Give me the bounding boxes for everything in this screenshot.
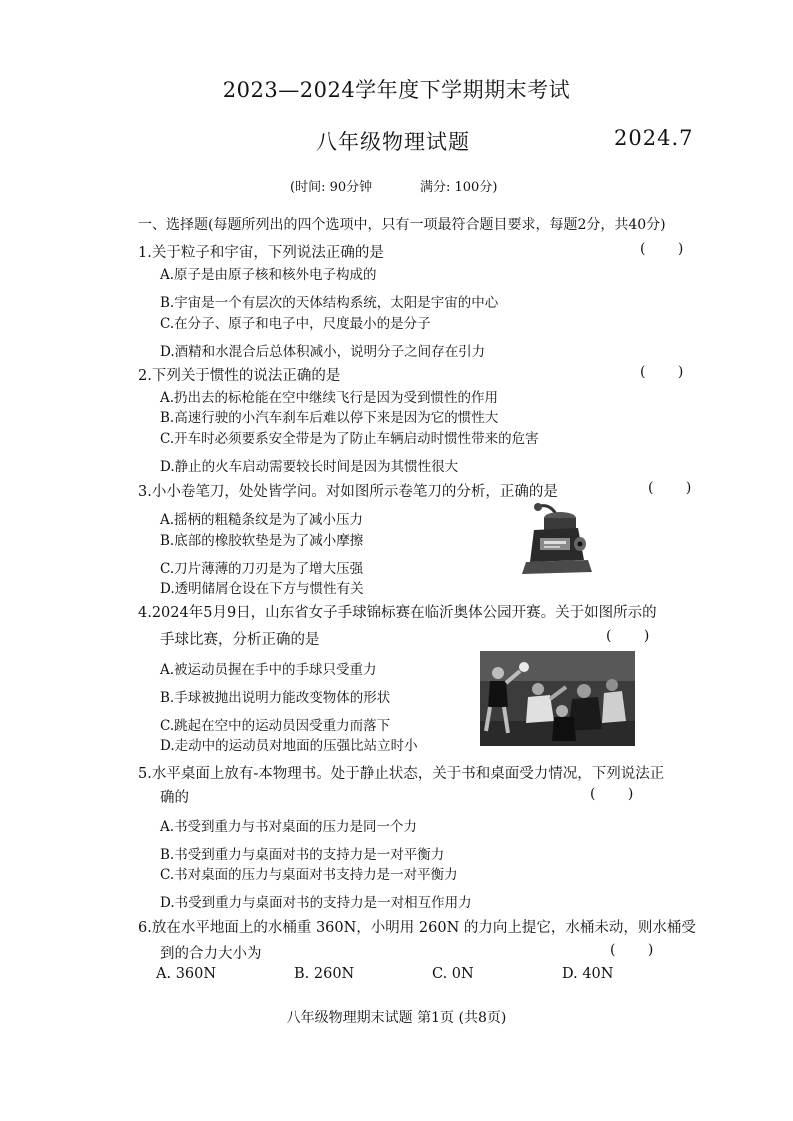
question-6-option-a: A. 360N	[156, 966, 217, 982]
question-4-stem-line-1: 4.2024年5月9日，山东省女子手球锦标赛在临沂奥体公园开赛。关于如图所示的	[138, 605, 657, 621]
question-4-option-c: C.跳起在空中的运动员因受重力而落下	[160, 718, 391, 734]
question-2-stem: 2.下列关于惯性的说法正确的是	[138, 368, 341, 384]
pencil-sharpener-image	[520, 500, 596, 578]
question-1-option-b: B.宇宙是一个有层次的天体结构系统，太阳是宇宙的中心	[160, 295, 499, 311]
question-2-option-b: B.高速行驶的小汽车刹车后难以停下来是因为它的惯性大	[160, 410, 499, 426]
question-5-option-a: A.书受到重力与书对桌面的压力是同一个力	[160, 819, 418, 835]
question-3-option-a: A.摇柄的粗糙条纹是为了减小压力	[160, 512, 364, 528]
question-5-option-c: C.书对桌面的压力与桌面对书支持力是一对平衡力	[160, 867, 458, 883]
exam-title: 2023—2024学年度下学期期末考试	[222, 78, 571, 102]
question-1-option-d: D.酒精和水混合后总体积减小，说明分子之间存在引力	[160, 344, 486, 360]
question-3-option-c: C.刀片薄薄的刀刃是为了增大压强	[160, 561, 364, 577]
question-1-option-c: C.在分子、原子和电子中，尺度最小的是分子	[160, 316, 431, 332]
question-6-option-b: B. 260N	[294, 966, 355, 982]
question-5-answer-blank: ( )	[590, 786, 648, 802]
question-6-stem-line-2: 到的合力大小为	[160, 946, 262, 962]
exam-date: 2024.7	[614, 126, 694, 150]
exam-score: 满分: 100分)	[420, 180, 498, 195]
question-1-option-a: A.原子是由原子核和核外电子构成的	[160, 267, 377, 283]
question-1-stem: 1.关于粒子和宇宙，下列说法正确的是	[138, 245, 384, 261]
question-6-option-d: D. 40N	[562, 966, 614, 982]
question-6-answer-blank: ( )	[610, 942, 668, 958]
question-4-stem-line-2: 手球比赛，分析正确的是	[160, 632, 320, 648]
question-5-option-b: B.书受到重力与桌面对书的支持力是一对平衡力	[160, 847, 445, 863]
question-2-option-c: C.开车时必须要系安全带是为了防止车辆启动时惯性带来的危害	[160, 431, 539, 447]
question-5-option-d: D.书受到重力与桌面对书的支持力是一对相互作用力	[160, 895, 472, 911]
question-4-answer-blank: ( )	[606, 628, 664, 644]
question-4-option-b: B.手球被抛出说明力能改变物体的形状	[160, 690, 391, 706]
section-heading: 一、选择题(每题所列出的四个选项中，只有一项最符合题目要求，每题2分，共40分)	[138, 217, 666, 233]
question-5-stem-line-1: 5.水平桌面上放有-本物理书。处于静止状态，关于书和桌面受力情况，下列说法正	[138, 766, 665, 782]
question-6-stem-line-1: 6.放在水平地面上的水桶重 360N，小明用 260N 的力向上提它，水桶未动，则水桶受	[138, 920, 696, 936]
exam-subtitle: 八年级物理试题	[316, 130, 470, 154]
question-5-stem-line-2: 确的	[160, 790, 189, 806]
question-3-stem: 3.小小卷笔刀，处处皆学问。对如图所示卷笔刀的分析，正确的是	[138, 484, 558, 500]
question-3-option-d: D.透明储屑仓设在下方与惯性有关	[160, 581, 364, 597]
question-2-answer-blank: ( )	[640, 364, 698, 380]
question-4-option-a: A.被运动员握在手中的手球只受重力	[160, 662, 377, 678]
question-2-option-a: A.扔出去的标枪能在空中继续飞行是因为受到惯性的作用	[160, 390, 499, 406]
question-2-option-d: D.静止的火车启动需要较长时间是因为其惯性很大	[160, 459, 459, 475]
page-footer: 八年级物理期末试题 第1页 (共8页)	[286, 1010, 507, 1026]
question-4-option-d: D.走动中的运动员对地面的压强比站立时小	[160, 738, 418, 754]
handball-match-photo	[480, 651, 635, 746]
exam-time: (时间: 90分钟	[290, 180, 373, 195]
question-1-answer-blank: ( )	[640, 241, 698, 257]
question-6-option-c: C. 0N	[432, 966, 474, 982]
question-3-answer-blank: ( )	[648, 480, 706, 496]
question-3-option-b: B.底部的橡胶软垫是为了减小摩擦	[160, 533, 364, 549]
